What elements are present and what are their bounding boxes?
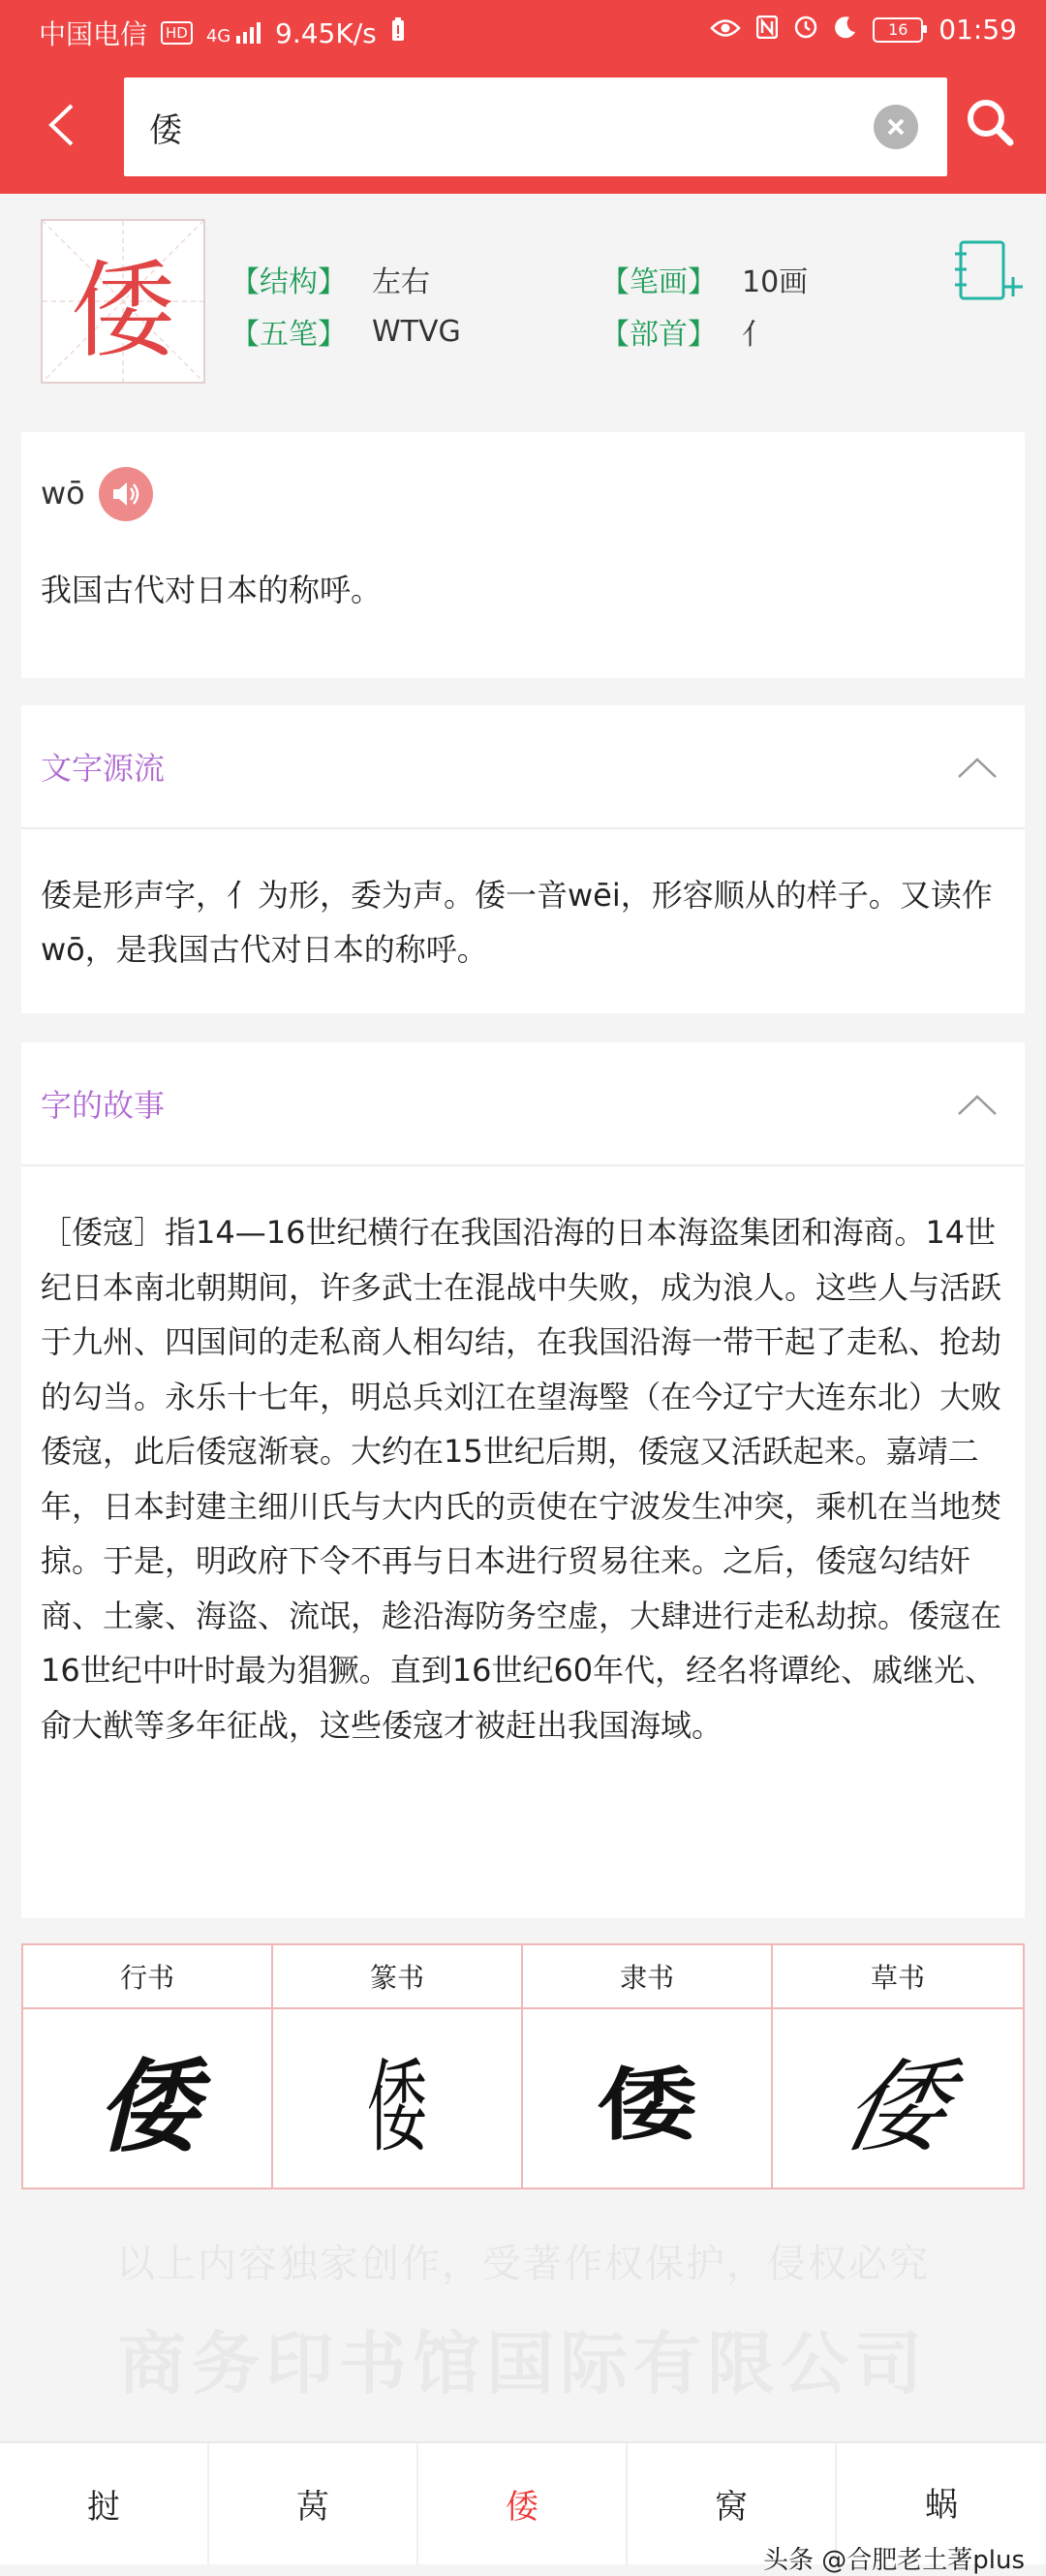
structure-info <box>231 258 430 300</box>
alarm-icon <box>793 14 818 46</box>
source-credit: 头条 @合肥老土著plus <box>762 2546 1025 2575</box>
publisher-watermark: 商务印书馆国际有限公司 <box>118 2324 928 2404</box>
nav-character-item[interactable]: 窝 <box>628 2443 837 2564</box>
character-glyph: 倭 <box>70 250 175 372</box>
calligraphy-glyph[interactable]: 倭 <box>833 2048 960 2166</box>
radical-value: 亻 <box>742 318 771 352</box>
battery-saver-icon <box>390 17 406 49</box>
structure-value: 左右 <box>372 265 430 299</box>
nav-character-item[interactable]: 挝 <box>0 2443 209 2564</box>
calligraphy-style-label: 隶书 <box>523 1945 771 2009</box>
battery-indicator <box>873 17 923 43</box>
search-box <box>124 78 947 176</box>
calligraphy-style-label: 行书 <box>23 1945 271 2009</box>
carrier-name: 中国电信 <box>39 18 148 50</box>
battery-level: 16 <box>888 20 908 39</box>
calligraphy-glyph[interactable]: 倭 <box>96 2047 198 2166</box>
eye-icon <box>710 14 741 46</box>
clock: 01:59 <box>938 14 1017 46</box>
search-icon[interactable] <box>961 93 1019 151</box>
moon-icon <box>834 14 857 46</box>
definition-text: 我国古代对日本的称呼。 <box>41 572 383 608</box>
calligraphy-column-caoshu <box>773 1945 1023 2188</box>
character-box <box>41 219 205 384</box>
origin-title: 文字源流 <box>41 750 166 787</box>
story-section-body <box>21 1166 1025 1918</box>
search-input[interactable] <box>147 101 829 153</box>
calligraphy-column-lishu <box>523 1945 773 2188</box>
copyright-notice: 以上内容独家创作，受著作权保护，侵权必究 <box>116 2242 930 2286</box>
origin-text: 倭是形声字，亻为形，委为声。倭一音wēi，形容顺从的样子。又读作wō，是我国古代对日本的称呼。 <box>41 877 993 968</box>
nav-character-item-current[interactable]: 倭 <box>418 2443 628 2564</box>
network-type: 4G <box>205 26 231 47</box>
radical-label: 【部首】 <box>600 318 717 352</box>
wubi-info <box>231 310 461 353</box>
story-text: ［倭寇］指14—16世纪横行在我国沿海的日本海盗集团和海商。14世纪日本南北朝期间，许多武士在混战中失败，成为浪人。这些人与活跃于九州、四国间的走私商人相勾结，在我国沿海一带干起了走私、抢劫的勾当。永乐十七年，明总兵刘江在望海㙠（在今辽宁大连东北）大败倭寇，此后倭寇渐衰。大约在15世纪后期，倭寇又活跃起来。嘉靖二年，日本封建主细川氏与大内氏的贡使在宁波发生冲突，乘机在当地焚掠。于是，明政府下令不再与日本进行贸易往来。之后，倭寇勾结奸商、土豪、海盗、流氓，趁沿海防务空虚，大肆进行走私劫掠。倭寇在16世纪中叶时最为猖獗。直到16世纪60年代，经名将谭纶、戚继光、俞大猷等多年征战，这些倭寇才被赶出我国海域。 <box>41 1214 1002 1744</box>
structure-label: 【结构】 <box>231 265 347 299</box>
story-section-header[interactable] <box>21 1042 1025 1166</box>
nav-character-item[interactable]: 莴 <box>209 2443 418 2564</box>
origin-section-header[interactable] <box>21 705 1025 829</box>
strokes-info <box>600 258 808 300</box>
strokes-value: 10画 <box>742 265 809 299</box>
story-title: 字的故事 <box>41 1087 166 1124</box>
add-to-notebook-icon[interactable] <box>949 234 1025 310</box>
calligraphy-table <box>21 1943 1025 2189</box>
wubi-label: 【五笔】 <box>231 318 347 352</box>
clear-icon[interactable] <box>874 105 918 149</box>
radical-info <box>600 310 771 353</box>
hd-badge: HD <box>161 21 193 45</box>
nav-character-label: 蜗 <box>925 2486 958 2525</box>
strokes-label: 【笔画】 <box>600 265 717 299</box>
calligraphy-column-zhuanshu <box>273 1945 523 2188</box>
chevron-up-icon[interactable] <box>953 748 1001 787</box>
network-speed: 9.45K/s <box>275 16 377 49</box>
status-bar <box>0 0 1046 60</box>
calligraphy-style-label: 草书 <box>773 1945 1023 2009</box>
nfc-icon <box>756 14 778 46</box>
pinyin: wō <box>41 475 85 512</box>
calligraphy-column-xingshu <box>23 1945 273 2188</box>
calligraphy-glyph[interactable]: 倭 <box>596 2059 697 2152</box>
calligraphy-glyph[interactable]: 倭 <box>366 2048 428 2166</box>
signal-icon <box>205 22 262 47</box>
character-header <box>0 194 1046 426</box>
speaker-icon[interactable] <box>99 467 153 521</box>
search-header <box>0 60 1046 194</box>
chevron-up-icon[interactable] <box>953 1085 1001 1124</box>
calligraphy-style-label: 篆书 <box>273 1945 521 2009</box>
origin-section-body <box>21 829 1025 1013</box>
back-icon[interactable] <box>37 101 85 149</box>
definition-card <box>21 432 1025 678</box>
wubi-value: WTVG <box>372 314 461 349</box>
